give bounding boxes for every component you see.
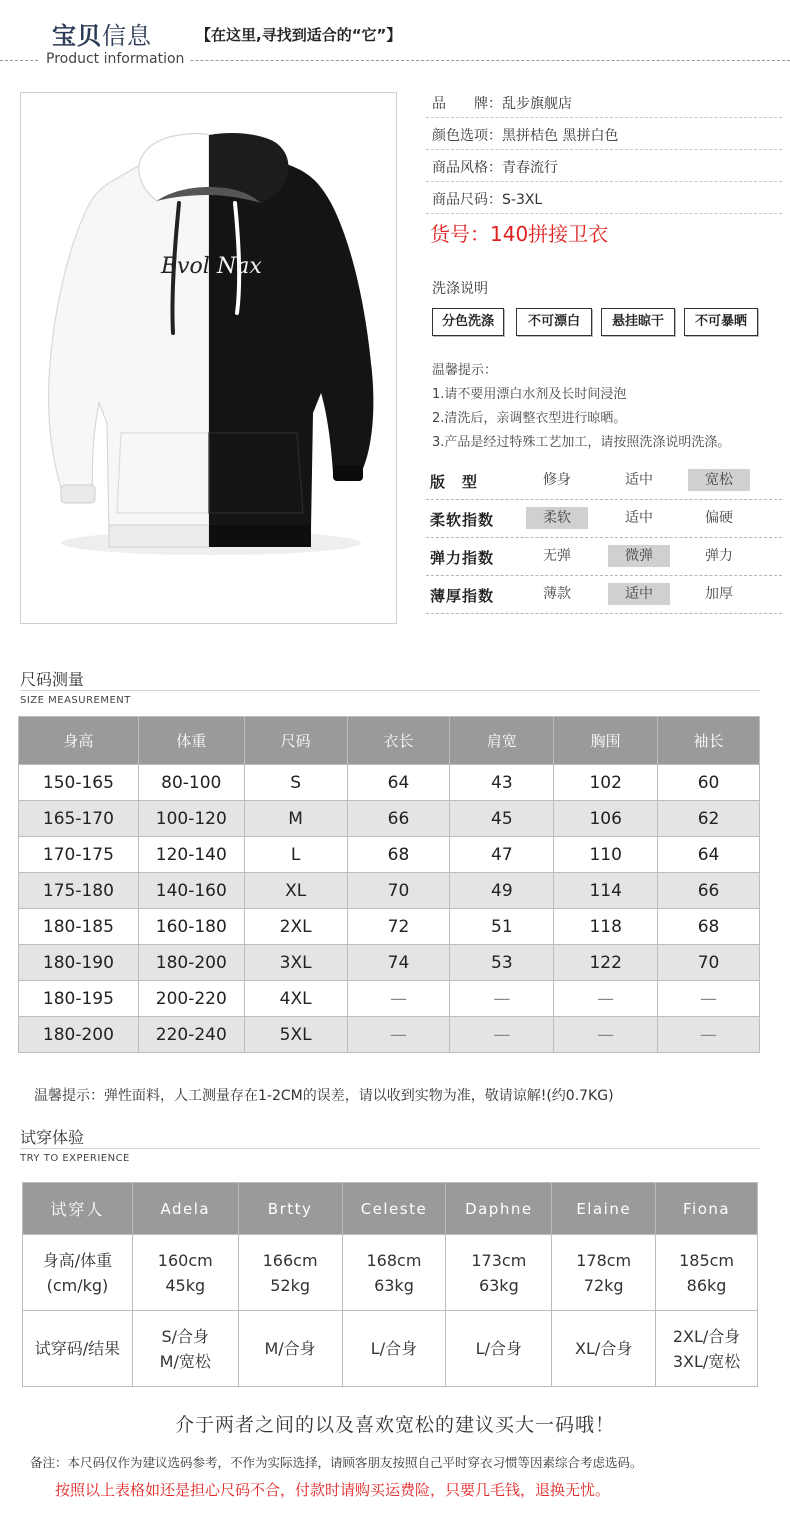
table-cell <box>132 1235 238 1311</box>
table-cell: 175-180 <box>19 873 139 909</box>
table-cell: 70 <box>658 945 760 981</box>
table-cell: 170-175 <box>19 837 139 873</box>
index-option: 适中 <box>625 472 653 488</box>
cell-line: 45kg <box>165 1275 206 1295</box>
table-cell: 140-160 <box>138 873 244 909</box>
print-text-right: Nax <box>217 254 262 279</box>
tip-line-3: 3.产品是经过特殊工艺加工，请按照洗涤说明洗涤。 <box>432 435 731 450</box>
spec-brand: 品 牌：乱步旗舰店 <box>426 86 782 118</box>
table-row <box>19 1017 760 1053</box>
cell-line: 52kg <box>270 1275 310 1295</box>
table-cell: — <box>554 981 658 1017</box>
wash-title: 洗涤说明 <box>432 281 488 297</box>
table-cell: 49 <box>450 873 554 909</box>
item-code: 货号：140拼接卫衣 <box>430 222 609 246</box>
index-option: 弹力 <box>705 548 733 564</box>
header-subtitle: Product information <box>40 51 190 67</box>
cell-line: 160cm <box>157 1250 213 1270</box>
table-cell <box>656 1235 758 1311</box>
try-table-body <box>23 1235 758 1387</box>
table-cell: 118 <box>554 909 658 945</box>
tip-line-1: 1.请不要用漂白水剂及长时间浸泡 <box>432 387 627 402</box>
tip-line-2: 2.清洗后，亲调整衣型进行晾晒。 <box>432 411 627 426</box>
table-cell: 4XL <box>244 981 347 1017</box>
table-cell: 53 <box>450 945 554 981</box>
index-option: 适中 <box>625 510 653 526</box>
size-section-title: 尺码测量 <box>20 670 85 689</box>
spec-size-range: 商品尺码：S-3XL <box>426 182 782 214</box>
cell-line: 身高/体重 <box>42 1250 113 1270</box>
table-cell: 3XL <box>244 945 347 981</box>
table-cell: 180-195 <box>19 981 139 1017</box>
table-cell <box>342 1311 446 1387</box>
cell-line: 63kg <box>478 1275 519 1295</box>
table-cell: — <box>450 1017 554 1053</box>
size-table-body <box>19 765 760 1053</box>
size-header-cell: 身高 <box>19 717 139 765</box>
table-cell: XL <box>244 873 347 909</box>
size-table-header <box>19 717 760 765</box>
table-cell: 64 <box>658 837 760 873</box>
table-cell: 160-180 <box>138 909 244 945</box>
tips-title: 温馨提示： <box>432 363 498 378</box>
wash-badge-hang-dry: 悬挂晾干 <box>601 308 675 336</box>
table-cell: 80-100 <box>138 765 244 801</box>
table-cell: 60 <box>658 765 760 801</box>
table-cell <box>342 1235 446 1311</box>
index-option-selected: 微弹 <box>608 545 670 567</box>
table-cell <box>446 1235 552 1311</box>
table-cell <box>23 1311 133 1387</box>
cell-line: 86kg <box>686 1275 727 1295</box>
cell-line: 63kg <box>374 1275 414 1295</box>
cell-line: 173cm <box>471 1250 527 1270</box>
table-cell: 220-240 <box>138 1017 244 1053</box>
wash-badge-no-sun: 不可暴晒 <box>684 308 758 336</box>
table-cell: 51 <box>450 909 554 945</box>
table-cell: 110 <box>554 837 658 873</box>
table-cell: 2XL <box>244 909 347 945</box>
table-row <box>19 909 760 945</box>
index-option: 加厚 <box>705 586 733 602</box>
index-option: 偏硬 <box>705 510 733 526</box>
size-header-cell: 肩宽 <box>450 717 554 765</box>
try-section-subtitle: TRY TO EXPERIENCE <box>20 1153 130 1164</box>
index-option-selected: 适中 <box>608 583 670 605</box>
table-cell: 102 <box>554 765 658 801</box>
index-row <box>426 538 782 576</box>
table-cell <box>446 1311 552 1387</box>
cell-line: 72kg <box>583 1275 624 1295</box>
cell-line: 178cm <box>576 1250 632 1270</box>
table-cell: 5XL <box>244 1017 347 1053</box>
index-label: 薄厚指数 <box>430 587 495 605</box>
hoodie-illustration <box>21 93 397 624</box>
table-cell <box>552 1235 656 1311</box>
try-section-title: 试穿体验 <box>20 1128 85 1147</box>
index-label: 弹力指数 <box>430 549 495 567</box>
table-cell: 47 <box>450 837 554 873</box>
try-header-cell: Adela <box>132 1183 238 1235</box>
cell-line: 试穿码/结果 <box>34 1339 121 1358</box>
size-header-cell: 体重 <box>138 717 244 765</box>
table-cell: 68 <box>658 909 760 945</box>
table-row <box>19 801 760 837</box>
cell-line: M/宽松 <box>159 1351 211 1371</box>
size-note: 温馨提示：弹性面料，人工测量存在1-2CM的误差，请以收到实物为准，敬请谅解!(约0.7KG) <box>34 1088 614 1104</box>
cell-line: M/合身 <box>264 1339 316 1358</box>
size-advice: 介于两者之间的以及喜欢宽松的建议买大一码哦！ <box>174 1414 615 1436</box>
table-cell: 180-185 <box>19 909 139 945</box>
size-header-cell: 胸围 <box>554 717 658 765</box>
cell-line: L/合身 <box>475 1339 522 1358</box>
size-section-subtitle: SIZE MEASUREMENT <box>20 695 131 706</box>
table-cell: — <box>658 981 760 1017</box>
index-option-selected: 宽松 <box>688 469 750 491</box>
table-row <box>19 873 760 909</box>
try-section-divider <box>20 1148 760 1149</box>
try-header-cell: Elaine <box>552 1183 656 1235</box>
size-table <box>18 716 760 1053</box>
index-row <box>426 576 782 614</box>
table-cell: — <box>554 1017 658 1053</box>
table-cell: 70 <box>347 873 450 909</box>
cell-line: S/合身 <box>161 1326 210 1346</box>
index-label: 柔软指数 <box>430 511 495 529</box>
print-text-left: Evol <box>161 254 210 279</box>
spec-colors: 颜色选项：黑拼桔色 黑拼白色 <box>426 118 782 150</box>
table-cell: 72 <box>347 909 450 945</box>
table-cell: — <box>347 981 450 1017</box>
table-cell: 64 <box>347 765 450 801</box>
table-cell: 200-220 <box>138 981 244 1017</box>
table-cell <box>552 1311 656 1387</box>
table-row <box>19 765 760 801</box>
try-header-cell: 试穿人 <box>23 1183 133 1235</box>
index-row <box>426 500 782 538</box>
table-cell: S <box>244 765 347 801</box>
index-option-selected: 柔软 <box>526 507 588 529</box>
table-cell <box>238 1235 342 1311</box>
table-cell: 114 <box>554 873 658 909</box>
cell-line: XL/合身 <box>575 1339 633 1358</box>
table-cell: 165-170 <box>19 801 139 837</box>
try-header-cell: Brtty <box>238 1183 342 1235</box>
table-row <box>23 1311 758 1387</box>
cell-line: 3XL/宽松 <box>672 1351 741 1371</box>
table-cell <box>23 1235 133 1311</box>
table-cell: M <box>244 801 347 837</box>
table-cell: 43 <box>450 765 554 801</box>
table-cell: 66 <box>347 801 450 837</box>
cell-line: 168cm <box>366 1250 422 1270</box>
wash-badge-separate: 分色洗涤 <box>432 308 504 336</box>
section-title-product-info: 宝贝信息 <box>52 22 152 50</box>
size-header-cell: 袖长 <box>658 717 760 765</box>
table-row <box>23 1235 758 1311</box>
index-option: 无弹 <box>543 548 571 564</box>
spec-style: 商品风格：青春流行 <box>426 150 782 182</box>
try-table <box>22 1182 758 1387</box>
table-cell <box>238 1311 342 1387</box>
table-cell: — <box>658 1017 760 1053</box>
wash-badge-no-bleach: 不可漂白 <box>516 308 592 336</box>
cell-line: 166cm <box>262 1250 318 1270</box>
table-row <box>19 837 760 873</box>
table-cell: 122 <box>554 945 658 981</box>
table-cell: — <box>450 981 554 1017</box>
table-row <box>19 945 760 981</box>
header-slogan: 【在这里,寻找到适合的“它”】 <box>196 26 402 44</box>
table-cell: 180-190 <box>19 945 139 981</box>
table-cell <box>132 1311 238 1387</box>
index-option: 薄款 <box>543 586 571 602</box>
warning-note: 按照以上表格如还是担心尺码不合，付款时请购买运费险，只要几毛钱，退换无忧。 <box>55 1481 611 1499</box>
table-cell: L <box>244 837 347 873</box>
table-cell <box>656 1311 758 1387</box>
table-cell: 106 <box>554 801 658 837</box>
table-cell: — <box>347 1017 450 1053</box>
table-cell: 150-165 <box>19 765 139 801</box>
cell-line: 2XL/合身 <box>672 1326 741 1346</box>
table-cell: 74 <box>347 945 450 981</box>
cell-line: L/合身 <box>370 1339 418 1358</box>
table-cell: 68 <box>347 837 450 873</box>
cell-line: 185cm <box>679 1250 735 1270</box>
table-cell: 62 <box>658 801 760 837</box>
table-row <box>19 981 760 1017</box>
table-cell: 180-200 <box>19 1017 139 1053</box>
table-cell: 180-200 <box>138 945 244 981</box>
try-header-cell: Celeste <box>342 1183 446 1235</box>
size-section-divider <box>20 690 760 691</box>
table-cell: 100-120 <box>138 801 244 837</box>
index-label: 版 型 <box>430 473 479 491</box>
table-cell: 45 <box>450 801 554 837</box>
table-cell: 66 <box>658 873 760 909</box>
size-header-cell: 尺码 <box>244 717 347 765</box>
index-option: 修身 <box>543 472 571 488</box>
product-photo <box>20 92 397 624</box>
table-cell: 120-140 <box>138 837 244 873</box>
remark-note: 备注：本尺码仅作为建议选码参考，不作为实际选择，请顾客朋友按照自己平时穿衣习惯等因素综合考虑选码。 <box>30 1455 643 1470</box>
cell-line: (cm/kg) <box>46 1275 109 1295</box>
size-header-cell: 衣长 <box>347 717 450 765</box>
try-header-cell: Fiona <box>656 1183 758 1235</box>
try-header-cell: Daphne <box>446 1183 552 1235</box>
try-table-header <box>23 1183 758 1235</box>
index-row <box>426 462 782 500</box>
